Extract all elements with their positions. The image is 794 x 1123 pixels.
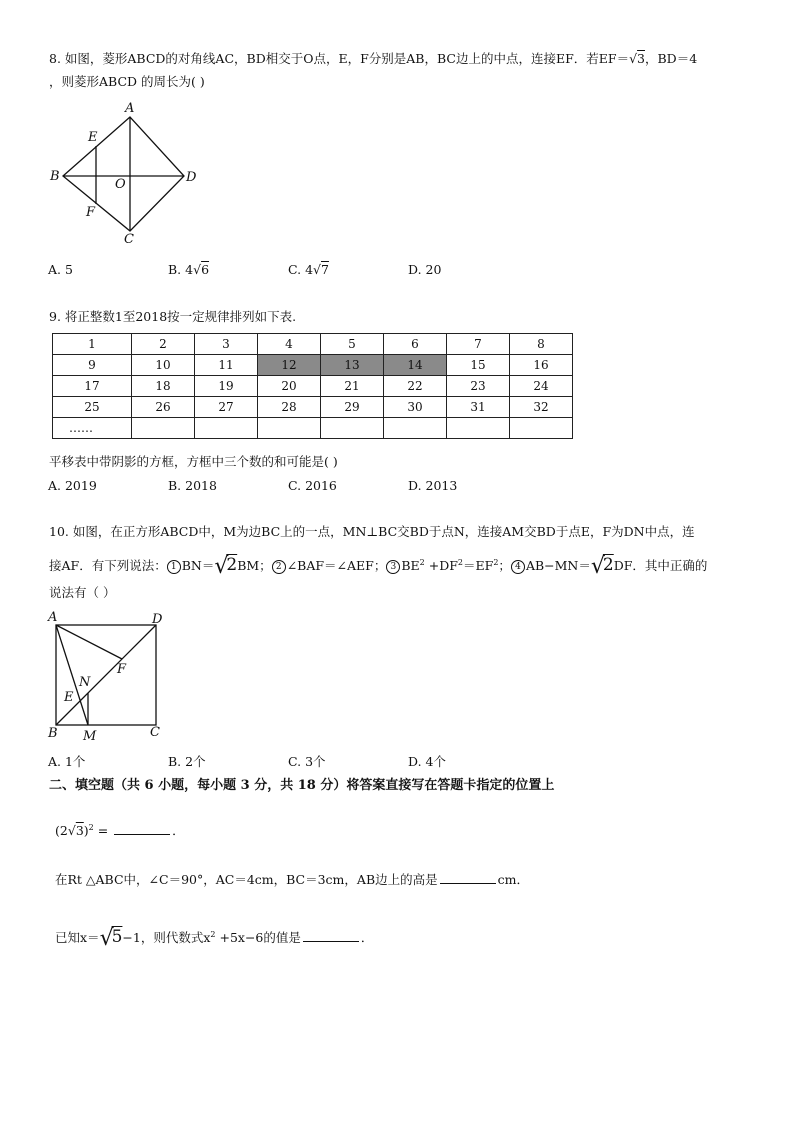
q9-stem: 9. 将正整数1至2018按一定规律排列如下表. (49, 309, 297, 324)
fill-question-3: 已知x＝√5−1，则代数式$x^2 +5x-6$的值是 ． (55, 926, 374, 951)
table-cell: 28 (258, 397, 321, 418)
table-cell: 10 (132, 355, 195, 376)
table-cell: 3 (195, 334, 258, 355)
table-cell: 15 (447, 355, 510, 376)
q8-label-f: F (86, 205, 96, 220)
table-cell: 2 (132, 334, 195, 355)
table-cell: 18 (132, 376, 195, 397)
q10-label-e: E (64, 690, 74, 705)
table-cell: 30 (384, 397, 447, 418)
q10-option-c[interactable]: C. 3个 (288, 754, 326, 769)
table-cell: 6 (384, 334, 447, 355)
q10-label-m: M (83, 729, 97, 744)
table-cell: 11 (195, 355, 258, 376)
table-cell: …… (53, 418, 132, 439)
q8-label-c: C (124, 232, 134, 247)
q8-stem-line2: ，则菱形ABCD 的周长为( ) (49, 74, 205, 89)
table-cell: 26 (132, 397, 195, 418)
q9-option-c[interactable]: C. 2016 (288, 478, 337, 493)
fill2-answer-blank[interactable] (440, 872, 496, 884)
q9-option-d[interactable]: D. 2013 (408, 478, 458, 493)
table-cell: 7 (447, 334, 510, 355)
table-cell: 17 (53, 376, 132, 397)
q8-label-o: O (115, 177, 126, 192)
q8-stem-line1: 8. 如图，菱形ABCD的对角线AC，BD相交于O点，E，F分别是AB，BC边上的中点，连接EF．若EF＝√3，BD＝4 (49, 51, 698, 66)
fill-question-2: 在Rt △ABC中，∠C＝90°，AC＝4cm，BC＝3cm，AB边上的高是 cm． (55, 872, 529, 887)
fill3-answer-blank[interactable] (303, 930, 359, 942)
table-cell: 16 (510, 355, 573, 376)
table-cell: 27 (195, 397, 258, 418)
table-cell: 5 (321, 334, 384, 355)
q10-stem-line1: 10. 如图，在正方形ABCD中，M为边BC上的一点，MN⊥BC交BD于点N，连接AM交BD于点E，F为DN中点，连 (49, 524, 695, 539)
table-cell: 25 (53, 397, 132, 418)
table-cell: 14 (384, 355, 447, 376)
q9-option-a[interactable]: A. 2019 (48, 478, 97, 493)
table-cell: 31 (447, 397, 510, 418)
table-cell: 8 (510, 334, 573, 355)
table-cell: 1 (53, 334, 132, 355)
table-cell: 22 (384, 376, 447, 397)
q10-label-a: A (48, 610, 58, 625)
table-cell: 12 (258, 355, 321, 376)
q8-label-a: A (125, 101, 135, 116)
q8-label-d: D (186, 170, 197, 185)
section2-title: 二、填空题（共 6 小题，每小题 3 分，共 18 分）将答案直接写在答题卡指定的位置上 (49, 778, 555, 793)
table-cell: 29 (321, 397, 384, 418)
table-cell: 13 (321, 355, 384, 376)
table-cell: 32 (510, 397, 573, 418)
q8-option-d[interactable]: D. 20 (408, 262, 442, 277)
q8-label-b: B (50, 169, 60, 184)
table-cell: 19 (195, 376, 258, 397)
fill1-answer-blank[interactable] (114, 823, 170, 835)
q8-option-a[interactable]: A. 5 (48, 262, 73, 277)
table-cell: 4 (258, 334, 321, 355)
q10-option-a[interactable]: A. 1个 (48, 754, 86, 769)
q10-label-n: N (79, 675, 91, 690)
q9-question: 平移表中带阴影的方框，方框中三个数的和可能是( ) (49, 454, 338, 469)
fill-question-1: $(2√3)^2$ = ． (55, 822, 185, 838)
q10-stem-line2: 接AF．有下列说法： 1 BN＝√2BM； 2 ∠BAF＝∠AEF； 3 $BE^2 +DF^2=EF^2$； 4 AB−MN＝√2DF．其中正确的 (49, 554, 708, 579)
q10-option-d[interactable]: D. 4个 (408, 754, 446, 769)
table-cell: 23 (447, 376, 510, 397)
q10-label-f: F (117, 662, 127, 677)
q8-label-e: E (88, 130, 98, 145)
q10-label-b: B (48, 726, 58, 741)
q10-label-d: D (152, 612, 163, 627)
q10-stem-line3: 说法有（ ） (49, 585, 116, 600)
table-cell: 24 (510, 376, 573, 397)
q8-option-b[interactable]: B. 4√6 (168, 262, 210, 277)
table-cell: 9 (53, 355, 132, 376)
table-cell: 21 (321, 376, 384, 397)
q10-option-b[interactable]: B. 2个 (168, 754, 206, 769)
q8-option-c[interactable]: C. 4√7 (288, 262, 329, 277)
table-cell: 20 (258, 376, 321, 397)
q10-label-c: C (150, 725, 160, 740)
q9-option-b[interactable]: B. 2018 (168, 478, 217, 493)
